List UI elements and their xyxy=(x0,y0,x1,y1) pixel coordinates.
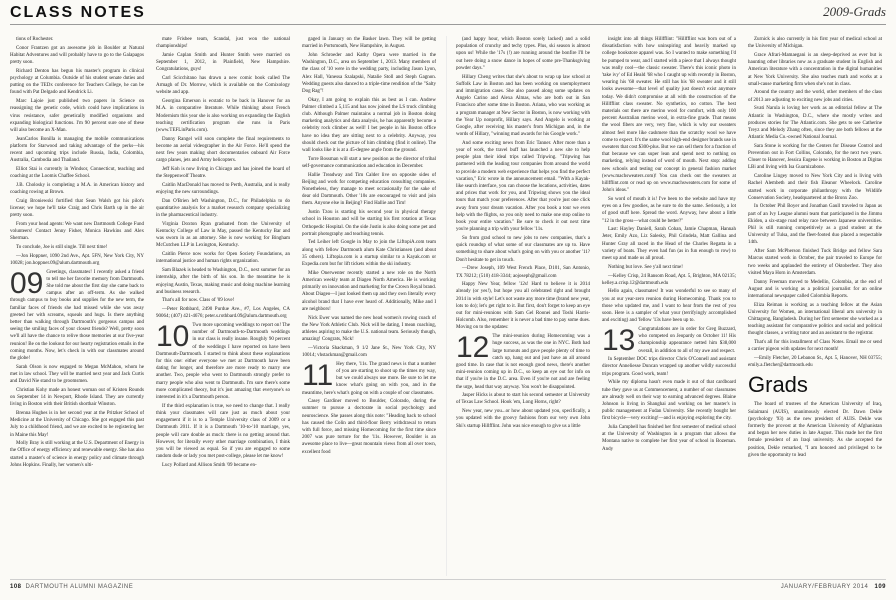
note-text: Craig Broniewski fortified that Sean Walsh got his pilot's license; we hope he'll take Craig and Chris Barth up in the air pretty soon. xyxy=(10,198,144,219)
note-text: After Sam McPherson finished Tuck Bridge and fellow Sara Marcus started work in October, the pair traveled to Europe for two weeks and applauded the entirety of Oktoberfest. They also visited Maya Horn in Amsterdam. xyxy=(748,249,882,276)
note-text: Elliot Stai is currently in Windsor, Connecticut, teaching and coaching at the Loomis Chaffee School. xyxy=(10,166,144,180)
note-paragraph xyxy=(156,306,290,320)
note-paragraph xyxy=(456,235,590,264)
note-text: Dan O'Brien left Washington, D.C., for Philadelphia to do quantitative analysis for a market research company specializing in the pharmaceutical industry. xyxy=(156,198,290,219)
note-text: Richard Denton has begun his master's program in clinical psychology at Columbia. Outside of his student senate duties and putting on the TEDx conference for Teachers College, he can be found with Pat Delgado and Kendrick Li. xyxy=(10,68,144,96)
note-paragraph xyxy=(10,98,144,134)
note-text: Lucy Pollard and Allison Smith '09 became en- xyxy=(162,462,257,468)
note-paragraph xyxy=(602,36,736,194)
note-text: Jamie Caplan Smith and Hunter Smith were married on September 1, 2012, in Plainfield, New Hampshire. Congratulations, guys! xyxy=(156,52,290,73)
note-text: Sara Stone is working for the Centers for Disease Control and Prevention out in Fort Collins, Colorado, for the next two years. Closer to Hanover, Jessica Eugene is working in Boston at Digitas LBi and living with Isa Guarnizabone. xyxy=(748,143,882,171)
footer-right xyxy=(781,584,886,590)
note-paragraph xyxy=(302,172,436,208)
note-paragraph xyxy=(156,267,290,296)
note-paragraph xyxy=(748,355,882,369)
note-text: Hallie Treadway and Tim Calder live on opposite sides of Beijing and work for competing education consulting companies. Nonetheless, they manage to meet occasionally for the sake of dear old Dartmouth. Other '10s are encouraged to visit and join them. Anyone else in Beijing? Find Hallie and Tim! xyxy=(302,172,436,207)
note-paragraph xyxy=(156,182,290,196)
note-paragraph xyxy=(748,52,882,88)
note-text: Danny Freeman moved to Medellin, Colombia, at the end of August and is working as a political journalist for an online international newspaper called Colombia Reports. xyxy=(748,279,882,299)
note-text: Brenna Hughes is in her second year at the Pritzker School of Medicine at the University of Chicago. She got engaged this past July to a childhood friend, and we are excited to be registering her in Maine this May! xyxy=(10,410,144,438)
note-paragraph xyxy=(10,364,144,386)
note-paragraph xyxy=(302,156,436,170)
note-paragraph xyxy=(456,36,590,72)
note-text: Greetings, classmates! I recently asked a friend to tell me her favorite memory from Dartmouth. She told me about the first day she came back to campus after an off-term. As she walked through campus to buy books and supplies for the new term, the familiar faces of friends she had missed while she was away greeted her with screams, squeals and hugs. Is there anything better than walking through Dartmouth's gorgeous campus and seeing the smiling faces of your closest friends? Well, pretty soon we'll all have the chance to relive those memories at our five-year reunion! Be on the lookout for our hearty registration emails in the coming months. Now, let's check in with our classmates around the globe! xyxy=(10,269,144,362)
note-text: —Peter Rothbard, 2490 Purdue Ave., #7, Los Angeles, CA 90064; (407) 421-4676; peter.s.rothbard.09@alum.dartmouth.org xyxy=(156,307,290,320)
note-text: That's all for now. Class of '09 love! xyxy=(162,298,235,304)
note-paragraph xyxy=(602,288,736,324)
note-text: So from grad school to new jobs to new companies, that's a quick roundup of what some of our classmates are up to. Have something to share about what's going on with you or another '11? Don't hesitate to get in touch. xyxy=(456,235,590,263)
note-text: gaged in January on the Basker lawn. They will be getting married in Portsmouth, New Hampshire, in August. xyxy=(302,37,436,50)
note-text: In September DOC trips director Chris O'Connell and assistant director Anneliesse Duncan wrapped up another wildly successful trips program. Good work, team! xyxy=(602,357,736,377)
note-paragraph xyxy=(602,196,736,225)
note-paragraph xyxy=(748,339,882,353)
note-text: Okay, I am going to explain this as best as I can. Andrew Palmer climbed a 5,115 and has now joined the LS truck climbing club. Although Palmer maintains a normal job in Boston doing marketing analytics and data analysis, he has apparently become a celebrity rock climber as well! I bet people in his Boston office have no idea they are sitting next to a celebrity. Anyway, you should check out the picture of him climbing (find it online). The wall looks like it is at a 45-degree angle from the ground. xyxy=(302,97,436,154)
note-paragraph xyxy=(156,75,290,97)
note-text: Two more upcoming weddings to report on! The number of Dartmouth-to-Dartmouth weddings in our class is really insane. Roughly 90 percent of the weddings I have reported on have been Dartmouth-Dartmouth. I started to think about these explanations for this one: either everyone we met at Dartmouth have been dating for longer, and therefore are more ready to marry one another. Two, people who went to Dartmouth strongly prefer to marry people who also went to Dartmouth. I'm sure there's some more complicated theory, but it's just amazing that everyone's so interested in it's a Dartmouth person. xyxy=(156,323,290,401)
class-year-dropcap: 12 xyxy=(456,331,490,365)
note-text: Congratulations are in order for Greg Buzzard, who competed on Jeopardy on October 11! His championship appearance netted him $38,000 overall, in addition to all of my awe and respect. xyxy=(638,326,736,354)
note-text: Around the country and the world, other members of the class of 2013 are adjusting to exciting new jobs and cities. xyxy=(748,90,882,103)
note-paragraph xyxy=(748,302,882,338)
note-paragraph xyxy=(10,136,144,165)
note-text: —Jon Hoppner, 1090 2nd Ave., Apt. 5FN, New York City, NY 10028; jon.hoppner.09@alum.dartmouth.org xyxy=(10,253,144,266)
note-paragraph xyxy=(10,36,144,43)
note-paragraph xyxy=(156,251,290,265)
note-text: Conor Frantzen got an awesome job in Boulder at Natural Habitat Adventures and will probably have to go to the Galapagos pretty soon. xyxy=(10,45,144,66)
note-paragraph xyxy=(602,424,736,453)
class-notes-columns xyxy=(10,36,886,568)
note-paragraph xyxy=(302,52,436,95)
note-text: Mike Onerwenter recently started a new role on the North American weekly team at Diageo North America. He is working primarily on innovation and marketing for the Crown Royal brand. About Diageo—I just looked them up and they own literally every alcohol brand that I have ever heard of. Additionally, Mike and I are neighbors! xyxy=(302,270,436,312)
note-text: While my diploma hasn't even made it out of that cardboard tube they gave us at Commencement, a number of our classmates are already well on their way to earning advanced degrees. Blaine Johnson is living in Shanghai and working on her master's in public management at Fudan University. She recently bought her first bicycle—very exciting!—and is enjoying exploring the city. xyxy=(602,380,736,422)
note-paragraph xyxy=(456,265,590,279)
note-text: Grace Afrari-Mamaegani is an sleep-deprived as ever but is haunting other libraries now as a graduate student in English and American literature with a concentration in the digital humanities at New York University. She also teaches math and works at a small-cause marketing firm when she's not in class. xyxy=(748,52,882,87)
note-paragraph xyxy=(302,398,436,456)
text-column-2 xyxy=(156,36,290,568)
note-paragraph xyxy=(10,166,144,180)
note-paragraph xyxy=(10,253,144,267)
note-paragraph xyxy=(10,68,144,97)
note-text: (and happy hour, which Boston sorely lacked) and a solid population of crunchy and techy types. Plus, ski season is almost upon us! While the '17s (!) are running around the bonfire I'll be out here doing a snow dance in hopes of some pre-Thanksgiving powder days." xyxy=(456,37,590,71)
note-text: Sam Blazek is headed to Washington, D.C., next summer for an internship, after the birth of his son. In the meantime he is enjoying Austin, Texas, making music and doing machine learning and business research. xyxy=(156,268,290,295)
class-year-dropcap: 13 xyxy=(602,323,636,357)
note-text: Zurnick is also currently in his first year of medical school at the University of Michigan. xyxy=(748,37,882,50)
note-text: That's all for this installment of Class Notes. Email me or send a carrier pigeon with updates for next month! xyxy=(748,340,882,353)
note-paragraph xyxy=(156,322,290,401)
note-text: Hey there, '11s. The grand news is that a number of you are starting to shoot up the times my way, but we could always use more. Be sure to let me know what's going on with you, and in the meantime, here's what's going on with a couple of our classmates. xyxy=(302,361,436,396)
note-text: Happy New Year, fellow '12s! Hard to believe it is 2014 already (or yes!), but hope you all celebrated right and brought 2014 in with style! Let's not waste any more time (brand new year, lots to do); let's get right to it. But first, don't forget to keep an eye out for mini-reunions with Sam Gel Roonei and Toshi Harris-Holcomb. Also, remember it is never a bad time to pay some dues. Moving on to the updates: xyxy=(456,282,590,331)
header-rule xyxy=(10,24,886,25)
note-paragraph xyxy=(602,264,736,271)
note-paragraph xyxy=(302,358,436,397)
note-paragraph xyxy=(10,45,144,67)
note-paragraph xyxy=(602,226,736,262)
note-paragraph xyxy=(10,244,144,251)
note-text: —Drew Joseph, 109 West French Place, D101, San Antonio, TX 78212; (510) 418-3344; aojoseph@gmail.com xyxy=(456,266,590,279)
note-paragraph xyxy=(156,52,290,74)
left-page-number: 108 xyxy=(10,584,22,590)
note-text: Caitlin Pierce now works for Open Society Foundations, an international justice and human rights organization. xyxy=(156,252,290,265)
note-paragraph xyxy=(156,98,290,134)
footer-left xyxy=(10,584,133,590)
grads-paragraph: The board of trustees of the American University of Iraq, Sulaimani (AUIS), unanimously elected Dr. Dawn Dekle (psychology '93) as the new president of AUIS. Dekle was formerly the provost at the American University of Afghanistan and began her new duties in late August. This made her the first female president of an Iraqi university. As she accepted the position, Dekle remarked, "I am honored and privileged to be given the opportunity to lead xyxy=(748,402,882,458)
note-text: Christian Kohy made an honest woman out of Kristen Rounds on September 14 in Newport, Rhode Island. They are currently living in Boston with their British shorthair Winston. xyxy=(10,387,144,408)
note-paragraph xyxy=(602,356,736,378)
note-text: John Schroeder and Kathy Opera were married in the Washington, D.C., area on September 1, 2013. Many members of the class of '10 were in the wedding party, including Jason Lyon, Alex Hall, Vanessa Szalapski, Natalie Stoll and Steph Gagnon. Wedding guests also danced to a triple-time rendition of the "Salty Dog Rag"! xyxy=(302,52,436,94)
note-paragraph xyxy=(456,392,590,406)
note-paragraph xyxy=(10,387,144,409)
section-title: CLASS NOTES xyxy=(10,4,146,21)
note-text: —Kelley Crisp, 24 Ransom Road, Apt. 5, Brighton, MA 02135; kelley.a.crisp.12@dartmouth.edu xyxy=(602,273,736,286)
note-text: JeanCarlos Bonilla is managing the mobile communications platform for Starwood and taking advantage of the perks—his recent and upcoming trips include Russia, India, Colombia, Australia, Cambodia and Thailand. xyxy=(10,136,144,164)
note-paragraph xyxy=(10,266,144,363)
note-text: Georgina Emerson is ecstatic to be back in Hanover for an M.A. in comparative literature. While thinking about French Modernism this year she is also working on expanding the English teaching certification program she runs in Paris (www.TEFLinParis.com). xyxy=(156,99,290,133)
note-paragraph xyxy=(302,315,436,344)
note-paragraph xyxy=(156,297,290,304)
text-column-5 xyxy=(602,36,736,568)
note-text: Ted Leiher left Google in May to join the LiftopiA.com team along with fellow Dartmouth alum Kate Christiansen (and about 35 others). Liftopia.com is a startup similar to a Kayak.com or Expedia.com but for lift tickets within the ski industry. xyxy=(302,240,436,268)
note-text: Nick Ewer was named the new head women's rowing coach of the New York Athletic Club. Nick will be dating, I mean coaching, athletes aspiring to make the U.S. national team. Seriously though, amazing! Congrats, Nick! xyxy=(302,315,436,343)
note-text: Hello again, classmates! It was wonderful to see so many of you at our year-zero reunion during Homecoming. Thank you to those who updated me, and I want to hear from the rest of you soon. Here is a sampler of what your (terrifyingly accomplished and exciting) and 'fellow '13s have been up to. xyxy=(602,289,736,324)
note-text: Danny Rangel will soon complete the final requirements to become an aerial videographer in the Air Force. He'll spend the next few years making short documentaries onboard Air Force cargo planes, jets and Army helicopters. xyxy=(156,136,290,164)
text-column-3 xyxy=(302,36,436,568)
note-text: Carl Scicchitano has drawn a new comic book called The Armagh of Dr. Morrow, which is available on the Comixology website and app. xyxy=(156,76,290,96)
note-text: mate Frisbee team, Scandal, just won the national championships! xyxy=(156,37,290,50)
note-paragraph xyxy=(602,273,736,287)
text-column-6 xyxy=(748,36,882,568)
note-text: Last: Hayley Daniell, Sarah Cohan, Jamie Chapman, Hannah Jeter, Emily Azo, Liz Salesky, Phil Grindela, Matt Gallina and Hunter Gray all raced in the Head of the Charles Regatta in a variety of boats. They even had fun (as in fun enough to row) to meet up and made us all proud. xyxy=(602,227,736,262)
note-paragraph xyxy=(156,221,290,250)
note-paragraph xyxy=(156,36,290,50)
note-paragraph xyxy=(302,209,436,238)
note-text: insight into all things Hillfflint: "Hillfflint was born out of a dissatisfaction with how uninspiring and heavily marked up college bookstore apparel was. So I wanted to make something I'd be pumped to wear, and I started with a piece that I always thought was really cool—the classic sweater. There's this iconic photo in 'take ivy' of Ed Heald '68 who I caught up with recently in Boston, wearing his '68 sweater. He still has his '68 sweater and it still looks awesome—that level of quality just doesn't exist anymore today. We didn't compromise at all with the construction of the Hillfflint class sweater. No synthetics, no cotton. The best materials out there are merino wool for comfort, with only 100 percent Australian merino wool, in extra-fine grade. That means the wool fibers are very, very fine, which is why our sweaters almost feel more like cashmere than the scratchy wool we have come to expect. It's the same wool high-end designer brands use in sweaters that cost $300-plus. But we can sell them for a fraction of that because we can super lean and spend next to nothing on marketing, relying instead of word of mouth. Next stop: adding new schools and testing our concept in general fashion market (www.machsweaters.com)! You can check out the sweaters at hillfflint.com or read up on www.machsweaters.com for some of John's ideas." xyxy=(602,37,736,194)
note-paragraph xyxy=(302,97,436,155)
note-text: tions of Rochester. xyxy=(16,37,54,42)
page-footer xyxy=(10,582,886,594)
note-paragraph xyxy=(748,248,882,277)
note-text: So word of mouth it is! I've been to the website and have my eyes on a few goodies, as he sure to do the same. Seriously, a lot of good stuff here. Spread the word. Anyway, how about a little "12 in the gross—what could be better?" xyxy=(602,196,736,224)
note-paragraph xyxy=(302,270,436,313)
note-paragraph xyxy=(456,140,590,234)
note-text: Virginia Doxton Ryan graduated from the University of Kentucky College of Law in May, passed the Kentucky Bar and was sworn in as an attorney. She is now working for Bingham McCutchen LLP in Lexington, Kentucky. xyxy=(156,221,290,249)
note-text: Caroline Lingey moved to New York City and is living with Rachel Alembeth and their fish Eleanor Wheelock. Caroline started work in corporate philanthropy with the Wildlife Conservation Society, headquartered at the Bronx Zoo. xyxy=(748,174,882,201)
note-text: From your head agents: We want new Dartmouth College Fund volunteers! Contact Jenny Fisher, Monica Hawkins and Alex Sherman. xyxy=(10,221,144,242)
note-text: Torre Bossman will start a new position as the director of tribal self-governance communication and education in December. xyxy=(302,156,436,169)
magazine-name: DARTMOUTH ALUMNI MAGAZINE xyxy=(25,584,134,590)
note-text: —Emily Fletcher, 20 Lebanon St., Apt. 5, Hanover, NH 03755; emily.a.fletcher@dartmouth.edu xyxy=(748,356,882,369)
note-paragraph xyxy=(748,89,882,103)
note-paragraph xyxy=(748,105,882,141)
class-year-dropcap: 11 xyxy=(302,358,334,392)
note-text: In October Phil Boyer and Jonathan Gaull traveled to Japan as part of an Ivy League alumni team that participated in the Jimmu Ekiden, a six-stage road relay race between Japanese universities. Phil is still running competitively as a grad student at the University of Tulsa, and the fleet-footed duo placed a respectable 14th. xyxy=(748,204,882,246)
note-paragraph xyxy=(748,143,882,172)
right-page-number: 109 xyxy=(874,584,886,590)
note-paragraph xyxy=(10,410,144,439)
note-text: And some exciting news from Eric Tanner. After more than a year of work, the travel buff has launched a new site to help people plan their ideal trips called Tripwing. "Tripwing has partnered with the leading tour companies from around the world to provide a modern web experience that helps you find the perfect vacation," Eric wrote in the announcement email. "With a Kayak-like search interface, you can choose the locations, activities, dates and prices that work for you, and Tripwing shows you the ideal tours that match your preferences. After that you're just one click away from your dream vacation. After you book a tour we even help with the flights, so you only need to make one stop online to book your entire vacation." Be sure to check it out next time you're planning a trip with your fellow '11s. xyxy=(456,140,590,233)
class-year-dropcap: 10 xyxy=(156,320,190,354)
note-text: J.B. Cholosky is completing a M.A. in American history and coaching rowing at Brown. xyxy=(10,182,144,196)
grads-heading: Grads xyxy=(748,372,808,398)
note-paragraph xyxy=(748,203,882,246)
note-paragraph xyxy=(456,281,590,331)
note-paragraph xyxy=(10,440,144,469)
note-paragraph xyxy=(156,166,290,180)
note-paragraph xyxy=(156,403,290,461)
note-paragraph xyxy=(156,136,290,165)
issue-date: JANUARY/FEBRUARY 2014 xyxy=(780,584,869,590)
note-paragraph xyxy=(10,221,144,243)
text-column-4 xyxy=(456,36,590,568)
note-text: —Victoria Shackman, 9 1/2 Jane St., New York City, NY 10014; vhstackman@gmail.com xyxy=(302,345,436,359)
note-paragraph xyxy=(748,173,882,202)
note-text: Marc Lajoie just published two papers in Science on reassigning the genetic code, which could have implications in virus resistance, safer genetically modified organisms and expanding biological functions. I'm 90 percent sure one of these will also become an X-Man. xyxy=(10,99,144,133)
note-text: If the third explanation is true, we need to change that. I really think your classmates will care just as much about your engagement if it is to a Temple University class of 2009 or a Dartmouth 2011. If it is a Dartmouth '10-to-'10 marriage, yes, people will care double as much: there is no getting around that. However, for literally every other marriage combination, I think you will be viewed as equal. So if you are engaged to some random dude or lady you met post-college, please let me know! xyxy=(156,403,290,460)
note-text: Nothing but love. See y'all next time! xyxy=(608,264,683,270)
note-text: New year, new you...or how about updated you, specifically, a you updated with the groovy fashions from our very own John Shi's startup Hillfflint. John was nice enough to give us a little xyxy=(456,409,590,429)
note-text: Molly Bray is still working at the U.S. Department of Energy in the Office of energy efficiency and renewable energy. She has also started a master's of science in energy policy and climate through Johns Hopkins. Finally, her women's ulti- xyxy=(10,441,144,468)
note-text: Eliza Reiman is working as a teaching fellow at the Asian University for Women, an international liberal arts university in Chittagong, Bangladesh. During her first semester she worked as a teaching assistant for comparative politics and social and political thought classes, a writing tutor and an assistant to the registrar. xyxy=(748,302,882,337)
note-paragraph xyxy=(456,408,590,430)
note-text: Julia Campbell has finished her first semester of medical school at the University of Washington in a program that allows the Montana native to complete her first year of school in Bozeman. Andy xyxy=(602,425,736,452)
note-paragraph xyxy=(156,198,290,220)
note-paragraph xyxy=(456,74,590,139)
note-paragraph xyxy=(748,36,882,50)
class-year-dropcap: 09 xyxy=(10,266,44,300)
note-paragraph xyxy=(602,379,736,422)
note-paragraph xyxy=(10,182,144,196)
note-paragraph xyxy=(10,198,144,220)
note-text: Hillary Cheng writes that she's about to wrap up law school at Suffolk Law in Boston and has been working on unemployment and immigration cases. She also passed along some updates on Angelo Carino and Alexa Almas, who are both out in San Francisco after some time in Boston. Ariana, who was working as a program manager at New Sector in Boston, is now working with the Year Up nonprofit, Hillary says. And Angelo is working at Google, after receiving his master's from Michigan and, in the words of Hillary, "winning mad awards for his Google work." xyxy=(456,74,590,138)
text-column-1 xyxy=(10,36,144,568)
note-paragraph xyxy=(302,239,436,268)
class-year-range: 2009-Grads xyxy=(823,4,886,19)
note-paragraph xyxy=(602,323,736,357)
note-text: Jasper Hicks is about to start his second semester at University of Texas Law School. Hook 'em, Long Horns, right? xyxy=(456,393,590,406)
note-text: The mini-reunion during Homecoming was a huge success, as was the one in NYC. Both had large turnouts and gave people plenty of time to catch up, hang out and just have an all around good time. In case that is not enough good news, there's another mini-reunion coming up in D.C., so keep an eye out for info on that if you're in the D.C. area. Even if you're not and are feeling the urge, head that way anyway. You won't be disappointed. xyxy=(456,334,590,390)
note-paragraph xyxy=(302,36,436,50)
note-paragraph xyxy=(302,345,436,359)
note-paragraph xyxy=(748,279,882,301)
footer-rule xyxy=(10,579,886,580)
note-text: Caitlin MacDonald has moved to Perth, Australia, and is really enjoying the new surroundings. xyxy=(156,182,290,196)
note-paragraph xyxy=(456,333,590,391)
note-text: Casey Gardiner moved to Boulder, Colorado, during the summer to pursue a doctorate in social psychology and neuroscience. She passes along this note: "Heading back to school has caused the Colin and third-floor Berry withdrawal to return with full force, and missing Homecoming for the first time since 2007 was pure torture for the '11s. However, Boulder is an awesome place to live—great mountain views from all over town, excellent food xyxy=(302,399,436,455)
note-text: Jeff Koh is now living in Chicago and has joined the board of the Steppenwolf Theatre. xyxy=(156,166,290,180)
note-text: Svati Narula is loving her work as an editorial fellow at The Atlantic in Washington, D.C., where she mostly writes and produces stories for The Atlantic.com. She gets to see Catherine Treyz and Melody Zhang often, since they are both fellows at the Atlantic Media Co.-owned National Journal. xyxy=(748,106,882,141)
note-text: To conclude, Joe is still single. Till next time! xyxy=(16,244,108,250)
note-text: Justin Tzou is starting his second year in physical therapy school in Houston and will be starting his first rotation at Texas Orthopedic Hospital. On the side Justin is also doing some pet and portrait photography and teaching tennis. xyxy=(302,210,436,237)
note-paragraph xyxy=(156,462,290,469)
note-text: Sarah Olson is now engaged to Megan McMahon, whom he met in law school. They will be married next year and Jack Curtis and David Nie stand to be groomsmen. xyxy=(10,364,144,385)
